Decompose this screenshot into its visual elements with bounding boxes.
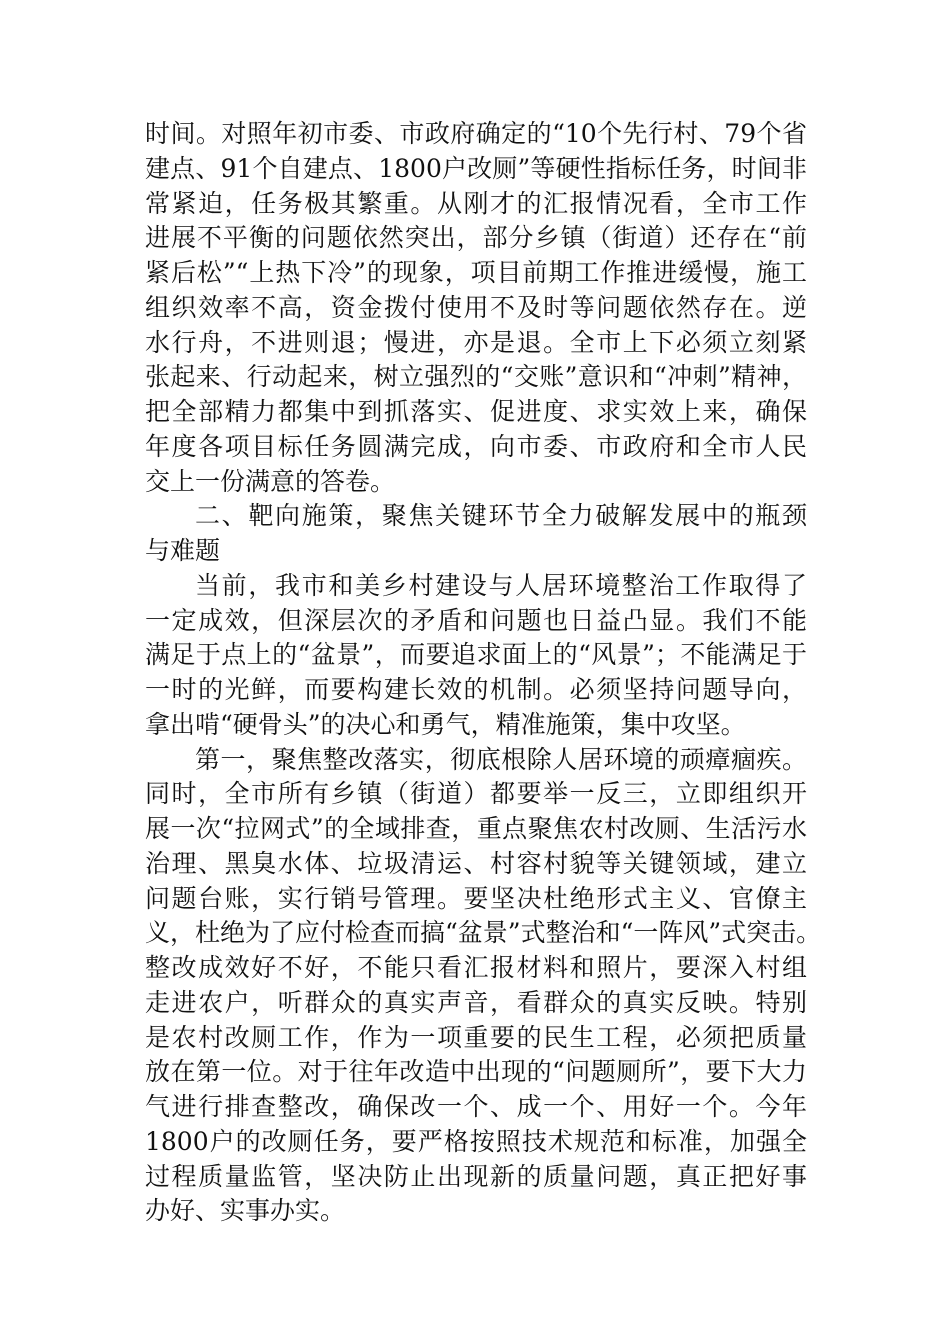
- text-line: 张起来、行动起来，树立强烈的“交账”意识和“冲刺”精神，: [145, 362, 807, 392]
- text-line: 走进农户，听群众的真实声音，看群众的真实反映。特别: [145, 987, 807, 1017]
- text-line: 组织效率不高，资金拨付使用不及时等问题依然存在。逆: [145, 292, 807, 322]
- text-line: 同时，全市所有乡镇（街道）都要举一反三，立即组织开: [145, 779, 807, 809]
- heading-line: 二、靶向施策，聚焦关键环节全力破解发展中的瓶颈: [195, 501, 807, 531]
- paragraph-continuation: [145, 117, 807, 499]
- text-line: 紧后松”“上热下冷”的现象，项目前期工作推进缓慢，施工: [145, 258, 807, 287]
- text-line: 拿出啃“硬骨头”的决心和勇气，精准施策，集中攻坚。: [145, 709, 746, 739]
- text-line: 办好、实事办实。: [145, 1196, 346, 1226]
- text-line: 一时的光鲜，而要构建长效的机制。必须坚持问题导向，: [145, 675, 807, 704]
- text-line: 建点、91个自建点、1800户改厕”等硬性指标任务，时间非: [145, 153, 807, 183]
- text-line: 义，杜绝为了应付检查而搞“盆景”式整治和“一阵风”式突击。: [145, 918, 822, 948]
- text-line: 过程质量监管，坚决防止出现新的质量问题，真正把好事: [145, 1161, 807, 1191]
- text-line: 常紧迫，任务极其繁重。从刚才的汇报情况看，全市工作: [145, 188, 807, 218]
- section-heading: [145, 499, 807, 569]
- paragraph-current-situation: [145, 569, 807, 743]
- text-line: 当前，我市和美乡村建设与人居环境整治工作取得了: [195, 570, 807, 600]
- text-line: 整改成效好不好，不能只看汇报材料和照片，要深入村组: [145, 953, 807, 982]
- text-line: 1800户的改厕任务，要严格按照技术规范和标准，加强全: [145, 1126, 807, 1156]
- text-line: 是农村改厕工作，作为一项重要的民生工程，必须把质量: [145, 1022, 807, 1052]
- text-line: 水行舟，不进则退；慢进，亦是退。全市上下必须立刻紧: [145, 327, 807, 357]
- text-line: 展一次“拉网式”的全域排查，重点聚焦农村改厕、生活污水: [145, 814, 807, 843]
- paragraph-first-point: [145, 743, 822, 1230]
- text-line: 年度各项目标任务圆满完成，向市委、市政府和全市人民: [145, 431, 807, 461]
- text-line: 时间。对照年初市委、市政府确定的“10个先行村、79个省: [145, 119, 807, 148]
- text-line: 放在第一位。对于往年改造中出现的“问题厕所”，要下大力: [145, 1057, 807, 1087]
- text-line: 一定成效，但深层次的矛盾和问题也日益凸显。我们不能: [145, 605, 807, 635]
- heading-line: 与难题: [145, 536, 221, 565]
- text-line: 满足于点上的“盆景”，而要追求面上的“风景”；不能满足于: [145, 640, 807, 670]
- text-line: 交上一份满意的答卷。: [145, 466, 396, 496]
- text-line: 问题台账，实行销号管理。要坚决杜绝形式主义、官僚主: [145, 883, 807, 913]
- text-line: 治理、黑臭水体、垃圾清运、村容村貌等关键领域，建立: [145, 848, 807, 878]
- text-line: 进展不平衡的问题依然突出，部分乡镇（街道）还存在“前: [145, 223, 807, 253]
- text-line: 气进行排查整改，确保改一个、成一个、用好一个。今年: [145, 1092, 807, 1121]
- document-page: [145, 117, 822, 1229]
- text-line: 第一，聚焦整改落实，彻底根除人居环境的顽瘴痼疾。: [195, 744, 807, 774]
- text-line: 把全部精力都集中到抓落实、促进度、求实效上来，确保: [145, 397, 807, 426]
